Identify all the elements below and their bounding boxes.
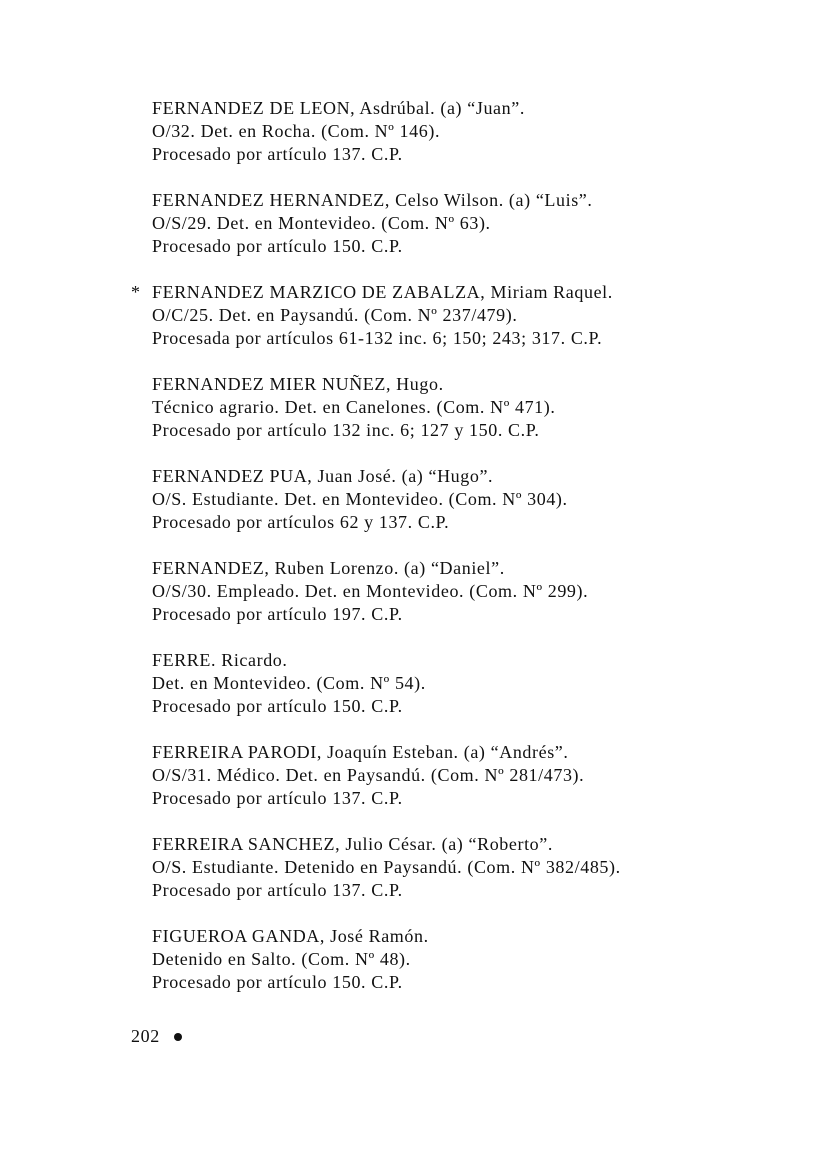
entry-details: O/S. Estudiante. Detenido en Paysandú. (Com. Nº 382/485). — [152, 857, 621, 877]
entry-details: O/S/31. Médico. Det. en Paysandú. (Com. Nº 281/473). — [152, 765, 585, 785]
list-item — [131, 281, 792, 373]
entry-details: Det. en Montevideo. (Com. Nº 54). — [152, 673, 426, 693]
list-item — [152, 649, 792, 741]
page-footer — [131, 1025, 182, 1048]
entry-name: FERREIRA SANCHEZ, Julio César. (a) “Roberto”. — [152, 834, 553, 854]
entry-name: FERNANDEZ MARZICO DE ZABALZA, Miriam Raquel. — [152, 282, 613, 302]
entry-details: O/S/30. Empleado. Det. en Montevideo. (Com. Nº 299). — [152, 581, 589, 601]
entry-list — [131, 97, 792, 1017]
entry-name: FERNANDEZ DE LEON, Asdrúbal. (a) “Juan”. — [152, 98, 525, 118]
list-item — [152, 189, 792, 281]
entry-name: FERNANDEZ MIER NUÑEZ, Hugo. — [152, 374, 444, 394]
list-item — [152, 741, 792, 833]
list-item — [152, 557, 792, 649]
entry-name: FERRE. Ricardo. — [152, 650, 288, 670]
entry-charges: Procesado por artículo 150. C.P. — [152, 696, 403, 716]
bullet-icon — [174, 1033, 182, 1041]
list-item — [152, 373, 792, 465]
entry-charges: Procesado por artículo 150. C.P. — [152, 236, 403, 256]
entry-charges: Procesado por artículo 137. C.P. — [152, 788, 403, 808]
entry-details: O/S/29. Det. en Montevideo. (Com. Nº 63). — [152, 213, 491, 233]
entry-name: FERNANDEZ PUA, Juan José. (a) “Hugo”. — [152, 466, 494, 486]
entry-name: FERNANDEZ HERNANDEZ, Celso Wilson. (a) “Luis”. — [152, 190, 593, 210]
entry-details: O/32. Det. en Rocha. (Com. Nº 146). — [152, 121, 441, 141]
entry-details: O/S. Estudiante. Det. en Montevideo. (Com. Nº 304). — [152, 489, 568, 509]
asterisk-marker: * — [131, 282, 140, 302]
entry-charges: Procesado por artículo 197. C.P. — [152, 604, 403, 624]
list-item — [152, 97, 792, 189]
entry-name: FERREIRA PARODI, Joaquín Esteban. (a) “Andrés”. — [152, 742, 569, 762]
entry-details: Detenido en Salto. (Com. Nº 48). — [152, 949, 411, 969]
entry-name: FERNANDEZ, Ruben Lorenzo. (a) “Daniel”. — [152, 558, 505, 578]
list-item — [152, 925, 792, 1017]
entry-charges: Procesado por artículo 137. C.P. — [152, 144, 403, 164]
list-item — [152, 833, 792, 925]
page-number: 202 — [131, 1026, 160, 1046]
entry-charges: Procesado por artículos 62 y 137. C.P. — [152, 512, 450, 532]
entry-charges: Procesado por artículo 132 inc. 6; 127 y 150. C.P. — [152, 420, 540, 440]
list-item — [152, 465, 792, 557]
entry-name: FIGUEROA GANDA, José Ramón. — [152, 926, 429, 946]
entry-charges: Procesado por artículo 137. C.P. — [152, 880, 403, 900]
entry-details: Técnico agrario. Det. en Canelones. (Com. Nº 471). — [152, 397, 556, 417]
entry-charges: Procesado por artículo 150. C.P. — [152, 972, 403, 992]
entry-details: O/C/25. Det. en Paysandú. (Com. Nº 237/479). — [152, 305, 518, 325]
entry-charges: Procesada por artículos 61-132 inc. 6; 150; 243; 317. C.P. — [152, 328, 603, 348]
